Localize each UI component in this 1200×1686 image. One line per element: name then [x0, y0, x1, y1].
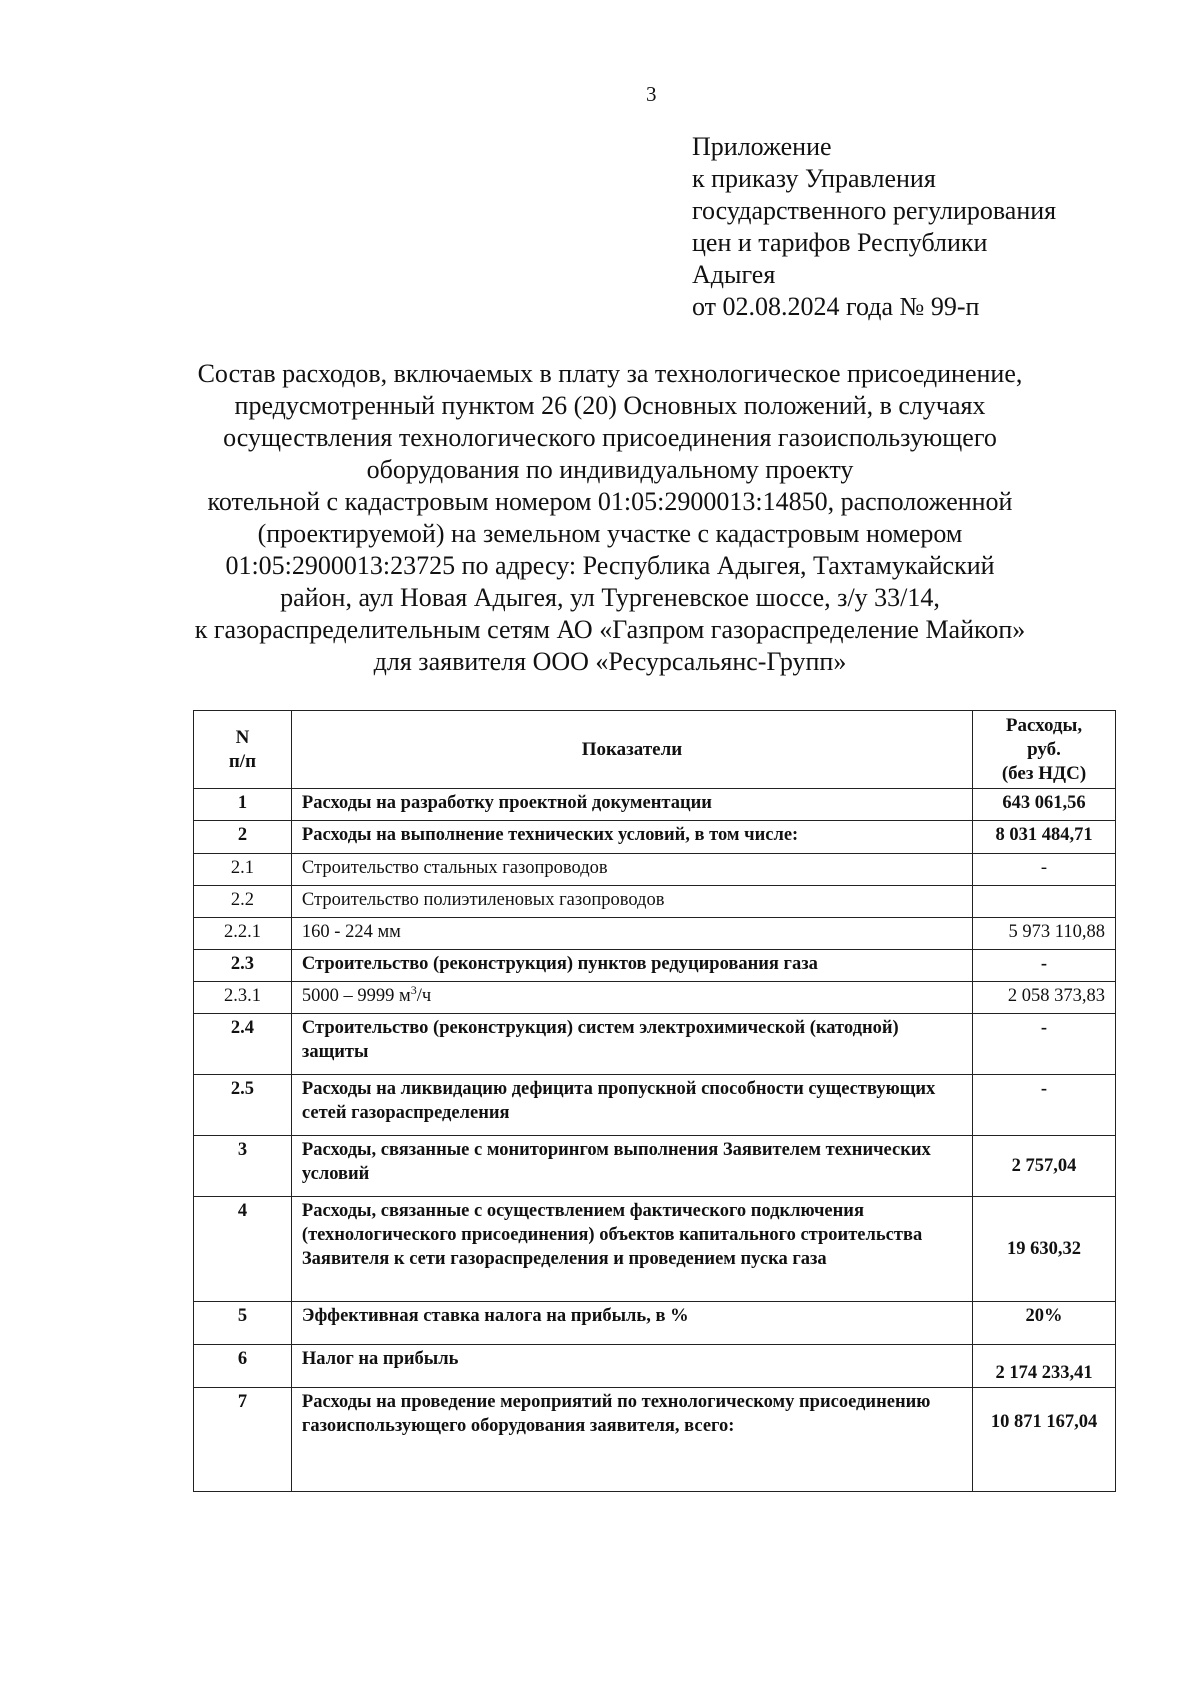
title-line: предусмотренный пунктом 26 (20) Основных положений, в случаях [234, 391, 986, 420]
row-number: 2.4 [194, 1014, 292, 1075]
row-number: 1 [194, 789, 292, 821]
row-indicator: 160 - 224 мм [291, 918, 972, 950]
row-indicator: Расходы на ликвидацию дефицита пропускной способности существующих сетей газораспределения [291, 1075, 972, 1136]
row-indicator: Строительство (реконструкция) систем электрохимической (катодной) защиты [291, 1014, 972, 1075]
row-indicator-text: 5000 – 9999 м [301, 986, 411, 1006]
row-indicator: Налог на прибыль [291, 1345, 972, 1388]
row-indicator: Строительство полиэтиленовых газопроводов [291, 886, 972, 918]
row-cost: - [973, 1014, 1116, 1075]
row-cost: - [973, 1075, 1116, 1136]
appendix-header [692, 131, 1122, 323]
row-cost: - [973, 854, 1116, 886]
header-number-line: п/п [228, 750, 257, 772]
table-row [194, 886, 1116, 918]
document-title [150, 358, 1070, 678]
page-number: 3 [646, 82, 657, 106]
table-row [194, 1136, 1116, 1197]
table-row [194, 1014, 1116, 1075]
row-indicator: Расходы на проведение мероприятий по технологическому присоединению газоиспользующего оборудования заявителя, всего: [291, 1388, 972, 1492]
table-row [194, 950, 1116, 982]
header-cost [973, 711, 1116, 789]
row-cost: 643 061,56 [973, 789, 1116, 821]
appendix-line: Адыгея [692, 260, 776, 289]
title-line: для заявителя ООО «Ресурсальянс-Групп» [373, 647, 847, 676]
appendix-line: от 02.08.2024 года № 99-п [692, 292, 980, 321]
row-indicator: Строительство (реконструкция) пунктов редуцирования газа [291, 950, 972, 982]
row-indicator: Эффективная ставка налога на прибыль, в % [291, 1302, 972, 1345]
table-row [194, 854, 1116, 886]
row-cost [973, 886, 1116, 918]
table-row [194, 1388, 1116, 1492]
row-indicator [291, 982, 972, 1014]
table-header-row [194, 711, 1116, 789]
row-number: 2.3 [194, 950, 292, 982]
row-number: 2.3.1 [194, 982, 292, 1014]
row-cost: - [973, 950, 1116, 982]
header-number-line: N [235, 726, 250, 748]
row-number: 6 [194, 1345, 292, 1388]
header-indicator: Показатели [291, 711, 972, 789]
table-row [194, 982, 1116, 1014]
header-cost-line: Расходы, [1005, 714, 1083, 736]
appendix-line: к приказу Управления [692, 164, 936, 193]
appendix-line: цен и тарифов Республики [692, 228, 988, 257]
table-row [194, 1075, 1116, 1136]
table-row [194, 1302, 1116, 1345]
row-indicator: Строительство стальных газопроводов [291, 854, 972, 886]
row-number: 5 [194, 1302, 292, 1345]
row-cost: 19 630,32 [973, 1197, 1116, 1302]
title-line: Состав расходов, включаемых в плату за технологическое присоединение, [197, 359, 1023, 388]
appendix-line: Приложение [692, 132, 832, 161]
row-indicator: Расходы на разработку проектной документации [291, 789, 972, 821]
table-row [194, 1197, 1116, 1302]
title-line: (проектируемой) на земельном участке с кадастровым номером [257, 519, 963, 548]
header-cost-line: (без НДС) [1001, 762, 1087, 784]
row-number: 4 [194, 1197, 292, 1302]
row-cost: 2 174 233,41 [973, 1345, 1116, 1388]
row-indicator: Расходы, связанные с мониторингом выполнения Заявителем технических условий [291, 1136, 972, 1197]
row-number: 2 [194, 821, 292, 854]
row-indicator: Расходы на выполнение технических условий, в том числе: [291, 821, 972, 854]
row-cost: 10 871 167,04 [973, 1388, 1116, 1492]
table-row [194, 918, 1116, 950]
row-indicator: Расходы, связанные с осуществлением фактического подключения (технологического присоединения) объектов капитального строительства Заявителя к сети газораспределения и проведением пуска газа [291, 1197, 972, 1302]
title-line: осуществления технологического присоединения газоиспользующего [223, 423, 997, 452]
row-number: 7 [194, 1388, 292, 1492]
table-row [194, 789, 1116, 821]
costs-table [193, 710, 1116, 1492]
row-cost: 2 058 373,83 [973, 982, 1116, 1014]
row-indicator-suffix: /ч [416, 986, 432, 1006]
row-indicator-sup: 3 [410, 982, 417, 997]
table-row [194, 821, 1116, 854]
title-line: район, аул Новая Адыгея, ул Тургеневское шоссе, з/у 33/14, [280, 583, 940, 612]
header-number [194, 711, 292, 789]
header-cost-line: руб. [1027, 738, 1061, 760]
title-line: оборудования по индивидуальному проекту [366, 455, 854, 484]
title-line: 01:05:2900013:23725 по адресу: Республика Адыгея, Тахтамукайский [225, 551, 995, 580]
row-cost: 20% [973, 1302, 1116, 1345]
row-number: 2.2 [194, 886, 292, 918]
row-cost: 5 973 110,88 [973, 918, 1116, 950]
title-line: котельной с кадастровым номером 01:05:2900013:14850, расположенной [207, 487, 1013, 516]
table-row [194, 1345, 1116, 1388]
row-number: 2.5 [194, 1075, 292, 1136]
row-number: 2.1 [194, 854, 292, 886]
row-number: 3 [194, 1136, 292, 1197]
appendix-line: государственного регулирования [692, 196, 1057, 225]
row-number: 2.2.1 [194, 918, 292, 950]
title-line: к газораспределительным сетям АО «Газпром газораспределение Майкоп» [194, 615, 1026, 644]
row-cost: 8 031 484,71 [973, 821, 1116, 854]
row-cost: 2 757,04 [973, 1136, 1116, 1197]
